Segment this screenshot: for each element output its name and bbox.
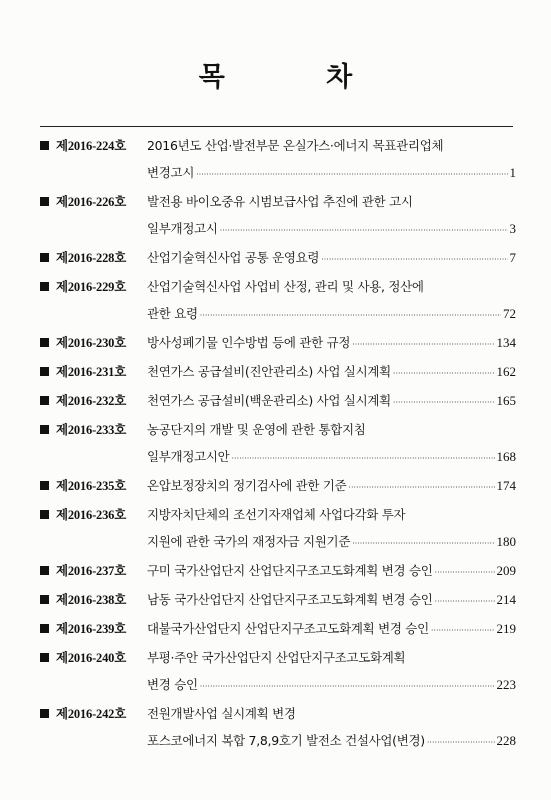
entry-title-line [147, 420, 516, 440]
notice-number: 제2016-242호 [56, 707, 127, 721]
toc-entry[interactable] [40, 277, 516, 326]
dot-leader [431, 621, 495, 641]
notice-number: 제2016-240호 [56, 651, 127, 665]
dot-leader [200, 677, 495, 697]
page-title: 목 차 [198, 62, 399, 93]
entry-title-line [147, 505, 516, 525]
page-number: 209 [496, 563, 516, 578]
page-number: 72 [503, 306, 516, 321]
square-bullet-icon [40, 253, 49, 262]
entry-title-line [147, 532, 516, 554]
dot-leader [200, 306, 501, 326]
entry-title-line [147, 136, 516, 156]
entry-title-line [147, 277, 516, 297]
dot-leader [393, 364, 495, 384]
entry-title-text: 변경고시 [147, 165, 195, 180]
notice-number: 제2016-229호 [56, 280, 127, 294]
page-number: 228 [496, 733, 516, 748]
entry-title-text: 일부개정고시 [147, 221, 218, 236]
page-number: 214 [496, 592, 516, 607]
square-bullet-icon [40, 282, 49, 291]
dot-leader [435, 592, 495, 612]
entry-title-text: 전원개발사업 실시계획 변경 [147, 706, 296, 721]
dot-leader [231, 449, 494, 469]
toc-entry[interactable] [40, 391, 516, 413]
toc-entry[interactable] [40, 362, 516, 384]
toc-entry[interactable] [40, 248, 516, 270]
entry-title-text: 방사성폐기물 인수방법 등에 관한 규정 [147, 335, 351, 350]
entry-title-line [147, 590, 516, 612]
square-bullet-icon [40, 141, 49, 150]
square-bullet-icon [40, 595, 49, 604]
notice-number: 제2016-231호 [56, 365, 127, 379]
notice-number: 제2016-232호 [56, 394, 127, 408]
entry-title-line [147, 648, 516, 668]
notice-number: 제2016-228호 [56, 251, 127, 265]
toc-entry[interactable] [40, 476, 516, 498]
toc-entry[interactable] [40, 333, 516, 355]
dot-leader [196, 165, 507, 185]
entry-title-text: 천연가스 공급설비(진안관리소) 사업 실시계획 [147, 364, 391, 379]
square-bullet-icon [40, 481, 49, 490]
entry-title-line [147, 248, 516, 270]
page-number: 134 [496, 335, 516, 350]
toc-entry[interactable] [40, 136, 516, 185]
entry-title-text: 포스코에너지 복합 7,8,9호기 발전소 건설사업(변경) [147, 733, 425, 748]
square-bullet-icon [40, 510, 49, 519]
page-number: 180 [496, 534, 516, 549]
square-bullet-icon [40, 624, 49, 633]
page-number: 3 [509, 221, 516, 236]
dot-leader [321, 250, 507, 270]
notice-number: 제2016-239호 [56, 622, 127, 636]
entry-title-text: 산업기술혁신사업 사업비 산정, 관리 및 사용, 정산에 [147, 279, 424, 294]
entry-title-text: 지원에 관한 국가의 재정자금 지원기준 [147, 534, 351, 549]
entry-title-line [147, 619, 516, 641]
entry-title-text: 대불국가산업단지 산업단지구조고도화계획 변경 승인 [147, 621, 429, 636]
entry-title-line [147, 333, 516, 355]
entry-title-line [147, 192, 516, 212]
notice-number: 제2016-235호 [56, 479, 127, 493]
page-number: 165 [496, 393, 516, 408]
entry-title-text: 변경 승인 [147, 677, 198, 692]
page-number: 174 [496, 478, 516, 493]
square-bullet-icon [40, 566, 49, 575]
entry-title-text: 남동 국가산업단지 산업단지구조고도화계획 변경 승인 [147, 592, 433, 607]
dot-leader [220, 221, 508, 241]
entry-title-line [147, 163, 516, 185]
entry-title-line [147, 561, 516, 583]
entry-title-line [147, 362, 516, 384]
toc-entry[interactable] [40, 561, 516, 583]
entry-title-text: 온압보정장치의 정기검사에 관한 기준 [147, 478, 347, 493]
notice-number: 제2016-237호 [56, 564, 127, 578]
square-bullet-icon [40, 653, 49, 662]
square-bullet-icon [40, 338, 49, 347]
square-bullet-icon [40, 425, 49, 434]
entry-title-line [147, 675, 516, 697]
square-bullet-icon [40, 367, 49, 376]
notice-number: 제2016-236호 [56, 508, 127, 522]
square-bullet-icon [40, 197, 49, 206]
entry-title-line [147, 731, 516, 753]
square-bullet-icon [40, 709, 49, 718]
notice-number: 제2016-226호 [56, 195, 127, 209]
entry-title-line [147, 391, 516, 413]
page-number: 168 [496, 449, 516, 464]
entry-title-text: 일부개정고시안 [147, 449, 230, 464]
dot-leader [352, 335, 494, 355]
entry-title-line [147, 704, 516, 724]
entry-title-line [147, 476, 516, 498]
dot-leader [435, 563, 495, 583]
dot-leader [427, 733, 495, 753]
page-number: 1 [509, 165, 516, 180]
entry-title-text: 농공단지의 개발 및 운영에 관한 통합지침 [147, 422, 366, 437]
entry-title-text: 지방자치단체의 조선기자재업체 사업다각화 투자 [147, 507, 406, 522]
entry-title-line [147, 304, 516, 326]
entry-title-text: 부평·주안 국가산업단지 산업단지구조고도화계획 [147, 650, 406, 665]
notice-number: 제2016-230호 [56, 336, 127, 350]
dot-leader [352, 534, 494, 554]
square-bullet-icon [40, 396, 49, 405]
title-divider [40, 126, 513, 127]
entry-title-text: 관한 요령 [147, 306, 198, 321]
toc-entry[interactable] [40, 590, 516, 612]
entry-title-text: 구미 국가산업단지 산업단지구조고도화계획 변경 승인 [147, 563, 433, 578]
toc-entry[interactable] [40, 420, 516, 469]
toc-entry[interactable] [40, 619, 516, 641]
page-number: 7 [509, 250, 516, 265]
page-number: 219 [496, 621, 516, 636]
toc-list [40, 136, 516, 760]
toc-entry[interactable] [40, 648, 516, 697]
entry-title-text: 2016년도 산업·발전부문 온실가스·에너지 목표관리업체 [147, 138, 444, 153]
toc-entry[interactable] [40, 192, 516, 241]
notice-number: 제2016-233호 [56, 423, 127, 437]
toc-entry[interactable] [40, 704, 516, 753]
entry-title-text: 산업기술혁신사업 공통 운영요령 [147, 250, 320, 265]
dot-leader [393, 393, 495, 413]
page-number: 162 [496, 364, 516, 379]
dot-leader [348, 478, 494, 498]
entry-title-text: 발전용 바이오중유 시범보급사업 추진에 관한 고시 [147, 194, 413, 209]
page-number: 223 [496, 677, 516, 692]
notice-number: 제2016-224호 [56, 139, 127, 153]
toc-entry[interactable] [40, 505, 516, 554]
entry-title-line [147, 219, 516, 241]
notice-number: 제2016-238호 [56, 593, 127, 607]
entry-title-line [147, 447, 516, 469]
entry-title-text: 천연가스 공급설비(백운관리소) 사업 실시계획 [147, 393, 391, 408]
